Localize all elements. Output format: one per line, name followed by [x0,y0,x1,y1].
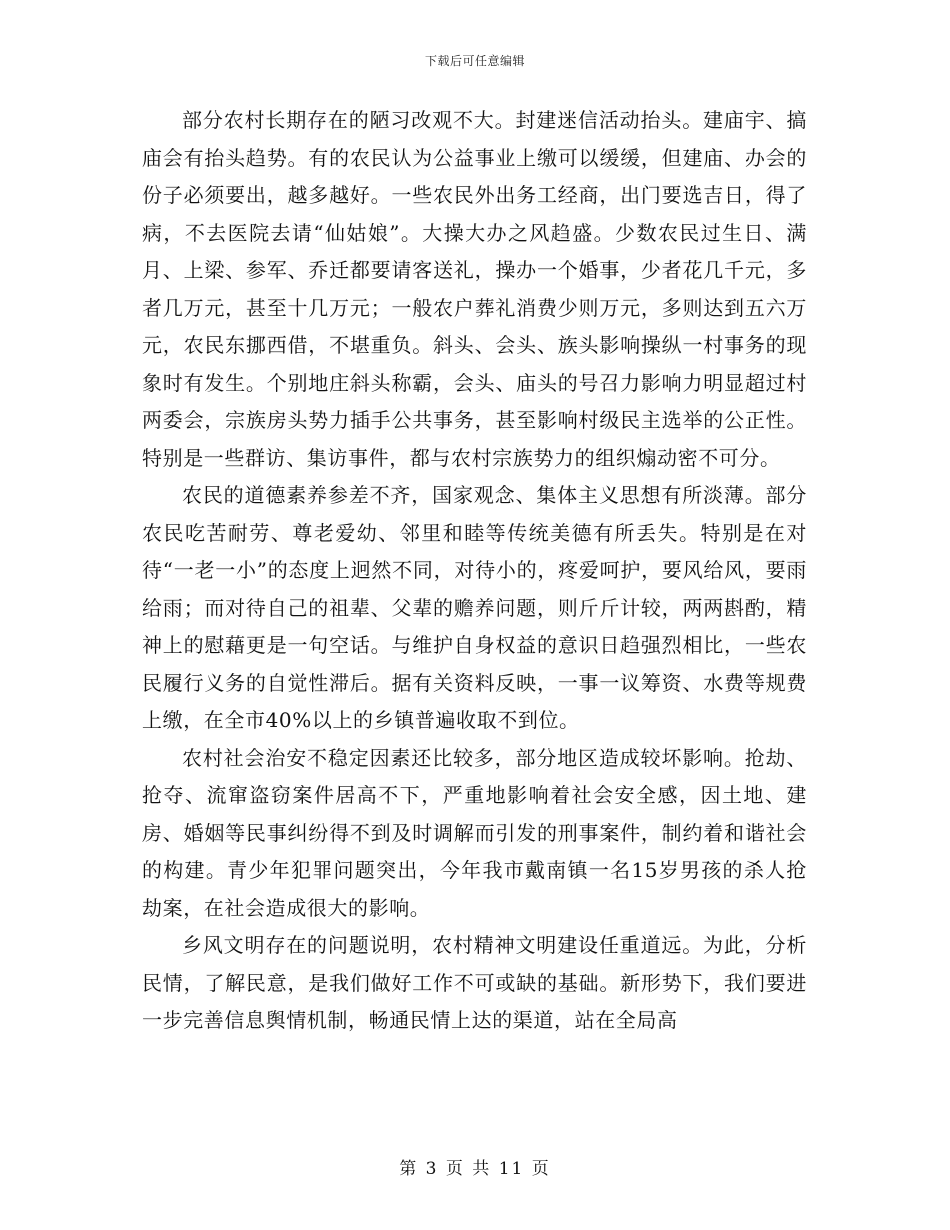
paragraph-2: 农民的道德素养参差不齐，国家观念、集体主义思想有所淡薄。部分农民吃苦耐劳、尊老爱幼、邻里和睦等传统美德有所丢失。特别是在对待“一老一小”的态度上迥然不同，对待小的，疼爱呵护，要风给风，要雨给雨；而对待自己的祖辈、父辈的赡养问题，则斤斤计较，两两斟酌，精神上的慰藉更是一句空话。与维护自身权益的意识日趋强烈相比，一些农民履行义务的自觉性滞后。据有关资料反映，一事一议筹资、水费等规费上缴，在全市40%以上的乡镇普遍收取不到位。 [142,483,807,732]
paragraph-3: 农村社会治安不稳定因素还比较多，部分地区造成较坏影响。抢劫、抢夺、流窜盗窃案件居高不下，严重地影响着社会安全感，因土地、建房、婚姻等民事纠纷得不到及时调解而引发的刑事案件，制约着和谐社会的构建。青少年犯罪问题突出，今年我市戴南镇一名15岁男孩的杀人抢劫案，在社会造成很大的影响。 [142,745,807,920]
document-body [142,102,807,1040]
page-header-note: 下载后可任意编辑 [424,54,525,68]
page-number-footer: 第 3 页 共 11 页 [399,1159,551,1179]
paragraph-4: 乡风文明存在的问题说明，农村精神文明建设任重道远。为此，分析民情，了解民意，是我们做好工作不可或缺的基础。新形势下，我们要进一步完善信息舆情机制，畅通民情上达的渠道，站在全局高 [142,933,807,1032]
paragraph-1: 部分农村长期存在的陋习改观不大。封建迷信活动抬头。建庙宇、搞庙会有抬头趋势。有的农民认为公益事业上缴可以缓缓，但建庙、办会的份子必须要出，越多越好。一些农民外出务工经商，出门要选吉日，得了病，不去医院去请“仙姑娘”。大操大办之风趋盛。少数农民过生日、满月、上梁、参军、乔迁都要请客送礼，操办一个婚事，少者花几千元，多者几万元，甚至十几万元；一般农户葬礼消费少则万元，多则达到五六万元，农民东挪西借，不堪重负。斜头、会头、族头影响操纵一村事务的现象时有发生。个别地庄斜头称霸，会头、庙头的号召力影响力明显超过村两委会，宗族房头势力插手公共事务，甚至影响村级民主选举的公正性。特别是一些群访、集访事件，都与农村宗族势力的组织煽动密不可分。 [142,108,807,470]
